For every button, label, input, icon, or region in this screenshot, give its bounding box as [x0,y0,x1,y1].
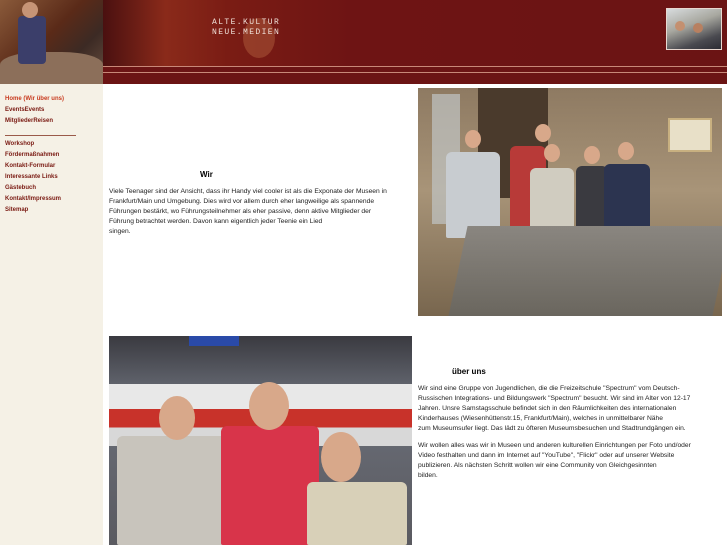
wir-line: Führungen bestärkt, wo Führungsteilnehmer als eher passive, denn aktive Mitglieder der [109,208,372,215]
sidebar-divider [5,135,76,136]
header-rule-bottom [103,72,727,73]
wir-line: Viele Teenager sind der Ansicht, dass ihr Handy viel cooler ist als die Exponate der Museen in [109,188,387,195]
sidebar-item-home[interactable]: Home (Wir über uns) [5,96,64,102]
wir-line: Führung betrachtet werden. Davon kann eigentlich jeder Teenie ein Lied [109,218,323,225]
page-header [0,0,727,84]
ueber-uns-line: Russischen Integrations- und Bildungswerk "Spectrum" besucht. Wir sind im Alter von 12-17 [418,395,691,402]
wir-line: singen. [109,228,131,235]
knight-body-shape [18,16,46,64]
photo-city-model-shape [448,226,722,316]
site-title-line1: ALTE.KULTUR [212,18,281,27]
ueber-uns-line: Wir wollen alles was wir in Museen und anderen kulturellen Einrichtungen per Foto und/oder [418,442,691,449]
ueber-uns-line: Wir sind eine Gruppe von Jugendlichen, die die Freizeitschule "Spectrum" vom Deutsch- [418,385,680,392]
knight-head-shape [22,2,38,18]
photo-kid-head [159,396,195,440]
photo-kid-head [535,124,551,142]
header-photo-group [666,8,722,50]
photo-kid-shape [221,426,319,545]
sidebar-item-sitemap[interactable]: Sitemap [5,207,29,213]
photo-frame-shape [668,118,712,152]
ueber-uns-line: zum Museumsufer liegt. Das lädt zu öfteren Museumsbesuchen und Stadtrundgängen ein. [418,425,686,432]
sidebar-item-kontakt-impressum[interactable]: Kontakt/Impressum [5,196,62,202]
horse-shape [0,52,103,84]
photo-kid-head [584,146,600,164]
photo-train-station [109,336,412,545]
photo-museum-model [418,88,722,316]
sidebar-item-gaestebuch[interactable]: Gästebuch [5,185,37,191]
photo-kid-head [465,130,481,148]
photo-person-shape [675,21,685,31]
site-title-line2: NEUE.MEDIEN [212,28,281,37]
photo-person-shape [693,23,703,33]
ueber-uns-line: Kinderhauses (Wiesenhüttenstr.15, Frankfurt/Main), welches in unmittelbarer Nähe [418,415,663,422]
photo-kid-shape [530,168,574,234]
sidebar-nav [0,84,103,545]
photo-kid-shape [307,482,407,545]
wir-line: Frankfurt/Main und Umgebung. Dies wird vor allem durch eher langweilige als spannende [109,198,375,205]
sidebar-item-interessante-links[interactable]: Interessante Links [5,174,58,180]
photo-kid-head [321,432,361,482]
wir-paragraph [109,187,414,237]
header-rule-top [103,66,727,67]
ueber-uns-paragraph-2 [418,441,723,481]
sidebar-item-mitglieder-reisen[interactable]: MitgliederReisen [5,118,54,124]
photo-sign-shape [189,336,239,346]
wir-heading: Wir [200,170,213,179]
photo-kid-head [249,382,289,430]
sidebar-item-kontakt-formular[interactable]: Kontakt-Formular [5,163,56,169]
ueber-uns-line: Jahren. Unsre Samstagsschule befindet sich in den Räumlichkeiten des internationalen [418,405,677,412]
photo-kid-shape [604,164,650,234]
ueber-uns-heading: über uns [452,367,486,376]
sidebar-item-events[interactable]: EventsEvents [5,107,45,113]
photo-kid-head [544,144,560,162]
header-banner [103,0,727,66]
sidebar-item-workshop[interactable]: Workshop [5,141,35,147]
ueber-uns-line: bilden. [418,472,438,479]
header-photo-knight [0,0,103,84]
sidebar-item-foerdermassnahmen[interactable]: Fördermaßnahmen [5,152,60,158]
ueber-uns-line: publizieren. Als nächsten Schritt wollen wir eine Community von Gleichgesinnten [418,462,657,469]
photo-kid-head [618,142,634,160]
photo-kid-shape [117,436,233,545]
ueber-uns-paragraph-1 [418,384,723,434]
ueber-uns-line: Video festhalten und dann im Internet auf "YouTube", "Flickr" oder auf unserer Website [418,452,675,459]
